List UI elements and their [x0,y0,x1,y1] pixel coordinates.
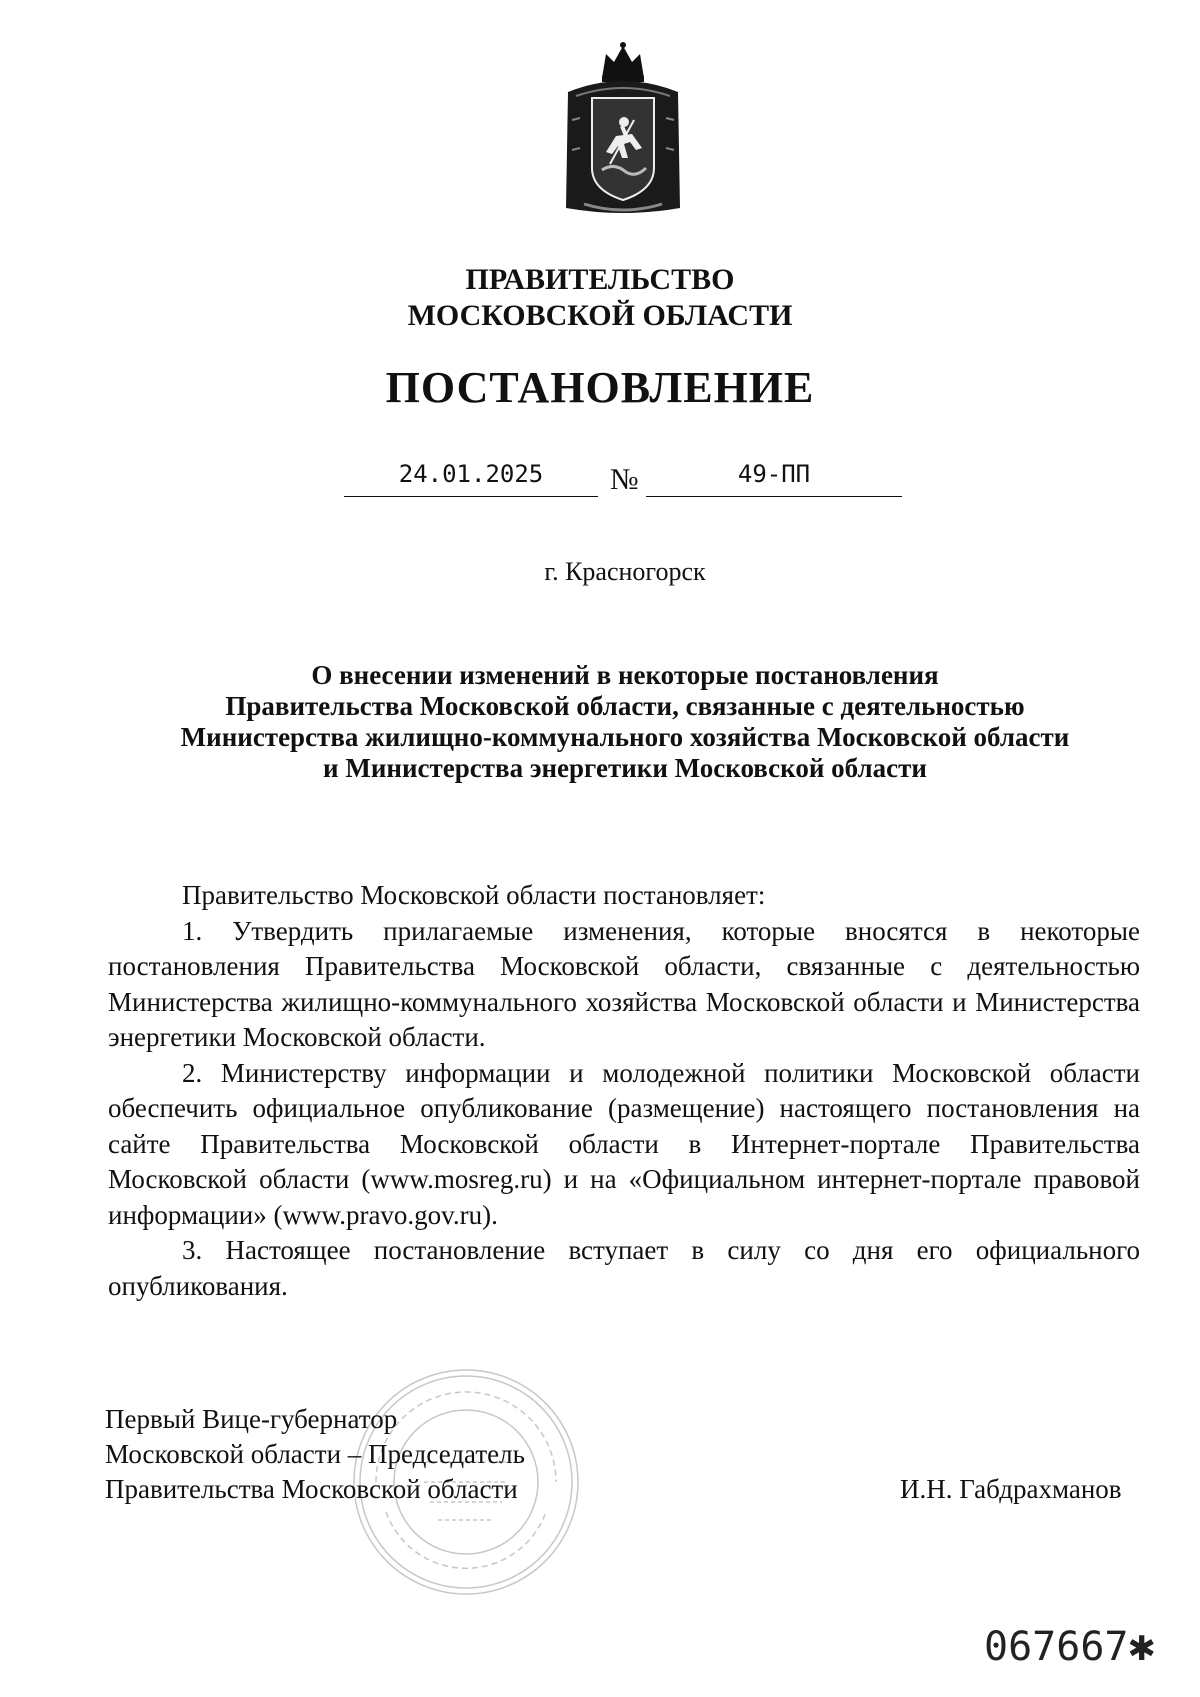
position-line: Первый Вице-губернатор [105,1404,398,1434]
preamble: Правительство Московской области постановляет: [182,880,766,910]
registry-number-value: 067667 [984,1624,1129,1670]
body-item: 3. Настоящее постановление вступает в силу со дня его официального опубликования. [108,1235,1140,1301]
body-item: 1. Утвердить прилагаемые изменения, которые вносятся в некоторые постановления Правительства Московской области, связанные с деятельностью Министерства жилищно-коммунального хозяйства Московской области и Министерства энергетики Московской области. [108,915,1140,1052]
registry-number [984,1620,1155,1671]
number-sign: № [610,463,639,496]
title-line: Правительства Московской области, связанные с деятельностью [225,691,1025,721]
org-name-line1: ПРАВИТЕЛЬСТВО [465,263,735,296]
document-date: 24.01.2025 [344,452,598,497]
document-body [108,878,1140,1304]
title-line: Министерства жилищно-коммунального хозяйства Московской области [180,722,1070,752]
document-type: ПОСТАНОВЛЕНИЕ [385,363,815,412]
city: г. Красногорск [544,557,706,586]
document-title [100,660,1150,784]
signatory-position [105,1402,525,1507]
coat-of-arms-icon [562,40,684,216]
signatory-name: И.Н. Габдрахманов [900,1474,1122,1504]
body-item: 2. Министерству информации и молодежной политики Московской области обеспечить официальное опубликование (размещение) настоящего постановления на сайте Правительства Московской области в Интернет-портале Правительства Московской области (www.mosreg.ru) и на «Официальном интернет-портале правовой информации» (www.pravo.gov.ru). [108,1057,1140,1230]
star-mark-icon: ✱ [1128,1620,1155,1671]
title-line: О внесении изменений в некоторые постановления [311,660,939,690]
position-line: Правительства Московской области [105,1474,518,1504]
position-line: Московской области – Председатель [105,1439,525,1469]
org-name-line2: МОСКОВСКОЙ ОБЛАСТИ [407,299,793,332]
document-number: 49-ПП [646,452,902,497]
title-line: и Министерства энергетики Московской области [323,753,927,783]
